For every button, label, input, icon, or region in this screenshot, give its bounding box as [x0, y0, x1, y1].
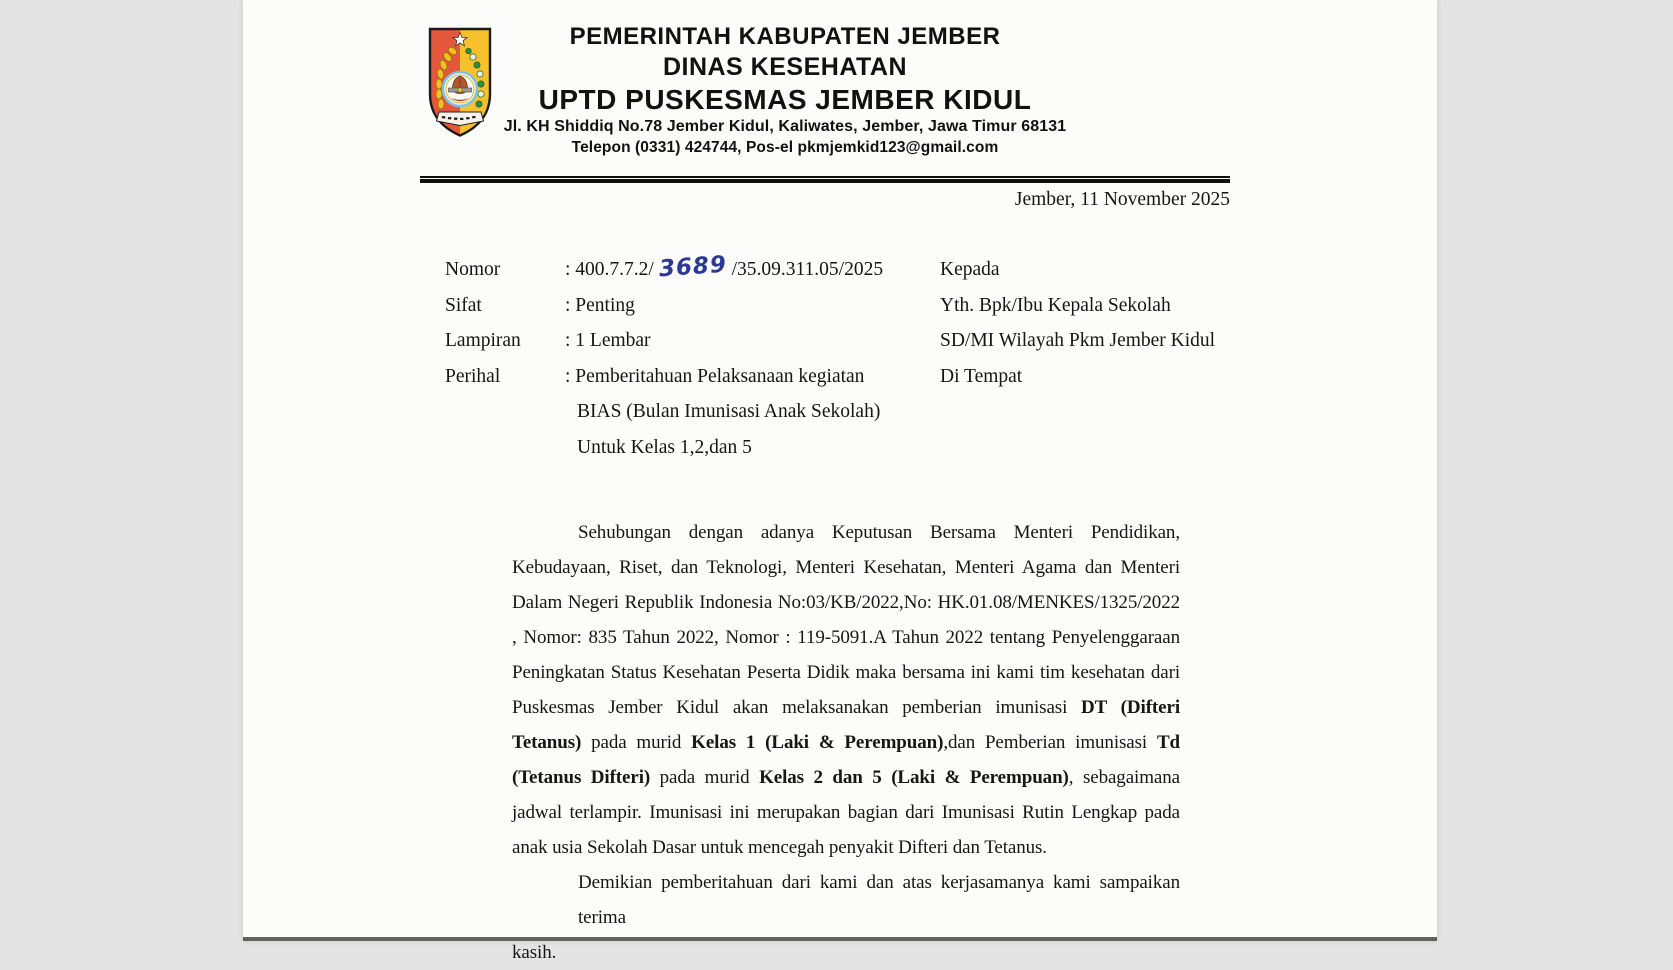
body-line: Sehubungan dengan adanya Keputusan Bersama Menteri Pendidikan,: [578, 522, 1180, 543]
office-name: UPTD PUSKESMAS JEMBER KIDUL: [538, 84, 1032, 115]
body-line: Peningkatan Status Kesehatan Peserta Didik maka bersama ini kami tim kesehatan dari: [512, 662, 1180, 683]
meta-value: BIAS (Bulan Imunisasi Anak Sekolah): [577, 401, 881, 422]
date-line: Jember, 11 November 2025: [1014, 189, 1230, 210]
recipient-line: Yth. Bpk/Ibu Kepala Sekolah: [940, 294, 1171, 316]
body-line: Dalam Negeri Republik Indonesia No:03/KB/2022,No: HK.01.08/MENKES/1325/2022: [512, 592, 1180, 613]
letter-body: [512, 515, 1180, 970]
body-line: kasih.: [512, 942, 557, 963]
body-line: Tetanus) pada murid Kelas 1 (Laki & Perempuan),dan Pemberian imunisasi Td: [512, 732, 1180, 753]
recipient-block: [940, 252, 1340, 394]
meta-label: Perihal: [445, 365, 501, 387]
meta-value: : Penting: [565, 294, 635, 316]
meta-value: : 1 Lembar: [565, 330, 651, 351]
letter-document: [243, 0, 1437, 963]
letterhead: [243, 22, 1327, 157]
body-line: Demikian pemberitahuan dari kami dan atas kerjasamanya kami sampaikan terima: [578, 872, 1180, 928]
department-name: DINAS KESEHATAN: [662, 53, 908, 81]
meta-row-perihal-cont: [445, 394, 1085, 430]
recipient-line: Kepada: [940, 259, 1000, 280]
body-line: (Tetanus Difteri) pada murid Kelas 2 dan 5 (Laki & Perempuan), sebagaimana: [512, 767, 1180, 788]
meta-label: Lampiran: [445, 330, 521, 351]
meta-label: [445, 430, 565, 466]
meta-value: : 400.7.7.2/ 3689 /35.09.311.05/2025: [565, 251, 884, 283]
body-line: jadwal terlampir. Imunisasi ini merupakan bagian dari Imunisasi Rutin Lengkap pada: [512, 802, 1180, 823]
meta-row-perihal-cont2: [445, 430, 1085, 466]
government-name: PEMERINTAH KABUPATEN JEMBER: [569, 23, 1001, 50]
meta-value: Untuk Kelas 1,2,dan 5: [577, 436, 752, 458]
body-line: Puskesmas Jember Kidul akan melaksanakan pemberian imunisasi DT (Difteri: [512, 697, 1180, 718]
body-line: , Nomor: 835 Tahun 2022, Nomor : 119-5091.A Tahun 2022 tentang Penyelenggaraan: [512, 627, 1180, 648]
recipient-line: SD/MI Wilayah Pkm Jember Kidul: [940, 330, 1216, 351]
office-address: Jl. KH Shiddiq No.78 Jember Kidul, Kaliwates, Jember, Jawa Timur 68131: [503, 118, 1067, 135]
meta-label: [445, 394, 565, 430]
body-line: Kebudayaan, Riset, dan Teknologi, Menteri Kesehatan, Menteri Agama dan Menteri: [512, 557, 1180, 578]
recipient-line: Di Tempat: [940, 365, 1023, 387]
meta-label: Nomor: [445, 259, 501, 280]
meta-label: Sifat: [445, 294, 482, 316]
meta-value: : Pemberitahuan Pelaksanaan kegiatan: [565, 365, 865, 387]
body-line: anak usia Sekolah Dasar untuk mencegah penyakit Difteri dan Tetanus.: [512, 837, 1047, 858]
office-contact: Telepon (0331) 424744, Pos-el pkmjemkid123@gmail.com: [571, 139, 999, 156]
letterhead-divider: [420, 176, 1230, 183]
scan-edge-artifact: [243, 937, 1437, 941]
